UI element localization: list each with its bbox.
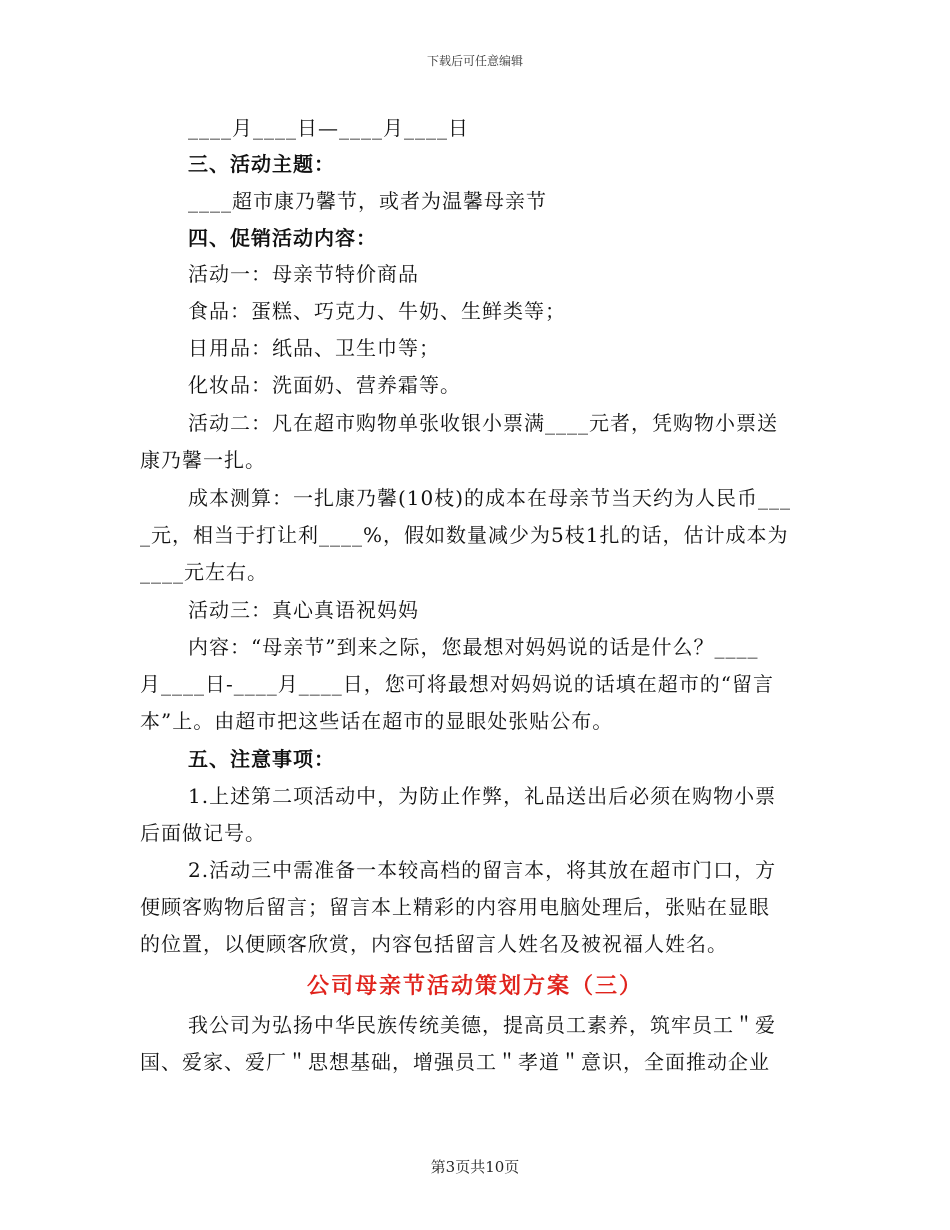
note-one-line-1: 1.上述第二项活动中，为防止作弊，礼品送出后必须在购物小票: [188, 784, 777, 808]
cosmetic-items: 化妆品：洗面奶、营养霜等。: [188, 373, 461, 397]
cost-estimate-line-1: 成本测算：一扎康乃馨(10枝)的成本在母亲节当天约为人民币___: [188, 486, 792, 510]
food-items: 食品：蛋糕、巧克力、牛奶、生鲜类等；: [188, 299, 566, 323]
date-range-line: ____月____日—____月____日: [188, 116, 469, 140]
section-title: 公司母亲节活动策划方案（三）: [306, 973, 643, 999]
closing-line-2: 国、爱家、爱厂＂思想基础，增强员工＂孝道＂意识，全面推动企业: [140, 1050, 770, 1074]
page-header: 下载后可任意编辑: [426, 54, 523, 68]
activity-two-line-2: 康乃馨一扎。: [140, 448, 266, 472]
activity-two-line-1: 活动二：凡在超市购物单张收银小票满____元者，凭购物小票送: [188, 411, 778, 435]
activity-three-content-2: 月____日-____月____日，您可将最想对妈妈说的话填在超市的“留言: [140, 672, 774, 696]
cost-estimate-line-3: ____元左右。: [140, 560, 268, 584]
note-two-line-1: 2.活动三中需准备一本较高档的留言本，将其放在超市门口，方: [188, 858, 777, 882]
note-two-line-3: 的位置，以便顾客欣赏，内容包括留言人姓名及被祝福人姓名。: [140, 932, 728, 956]
page-footer: 第3页共10页: [430, 1158, 520, 1176]
activity-three-content-3: 本”上。由超市把这些话在超市的显眼处张贴公布。: [140, 709, 614, 733]
closing-line-1: 我公司为弘扬中华民族传统美德，提高员工素养，筑牢员工＂爱: [188, 1013, 776, 1037]
section-heading-theme: 三、活动主题：: [188, 152, 335, 176]
section-heading-promotion: 四、促销活动内容：: [188, 226, 377, 250]
note-two-line-2: 便顾客购物后留言；留言本上精彩的内容用电脑处理后，张贴在显眼: [140, 895, 770, 919]
activity-three-title: 活动三：真心真语祝妈妈: [188, 598, 419, 622]
cost-estimate-line-2: _元，相当于打让利____%，假如数量减少为5枝1扎的话，估计成本为: [140, 523, 789, 547]
section-heading-notes: 五、注意事项：: [188, 747, 335, 771]
note-one-line-2: 后面做记号。: [140, 821, 266, 845]
activity-one-title: 活动一：母亲节特价商品: [188, 262, 419, 286]
activity-three-content-1: 内容：“母亲节”到来之际，您最想对妈妈说的话是什么？____: [188, 635, 759, 659]
daily-items: 日用品：纸品、卫生巾等；: [188, 336, 440, 360]
theme-text: ____超市康乃馨节，或者为温馨母亲节: [188, 189, 547, 213]
